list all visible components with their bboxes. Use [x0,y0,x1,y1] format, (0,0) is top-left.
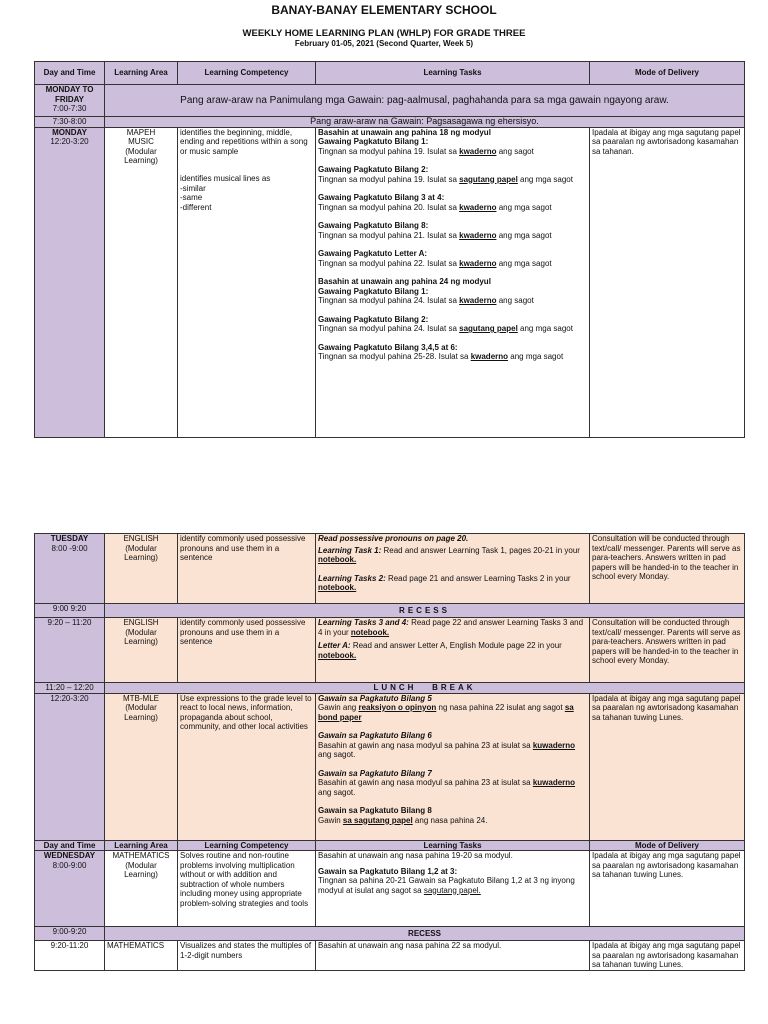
mf-activity-2: Pang araw-araw na Gawain: Pagsasagawa ng ehersisyo. [105,117,745,128]
monday-task-item: Gawaing Pagkatuto Bilang 8: Tingnan sa modyul pahina 21. Isulat sa kwaderno ang mga sagot [318,221,552,240]
wednesday-tasks: Basahin at unawain ang nasa pahina 19-20 sa modyul. Gawain sa Pagkatuto Bilang 1,2 at 3: Tingnan sa pahina 20-21 Gawain sa Pagkatuto Bilang 1,2 at 3 ng inyong modyul at isulat ang sagot sa sagutang papel. [316,851,590,927]
monday-day: MONDAY 12:20-3:20 [35,127,105,437]
monday-task-item: Gawaing Pagkatuto Bilang 3 at 4: Tingnan sa modyul pahina 20. Isulat sa kwaderno ang mga sagot [318,193,552,212]
tuesday-competency-2: identify commonly used possessive pronouns and use them in a sentence [178,618,316,683]
tuesday-delivery-2: Consultation will be conducted through text/call/ messenger. Parents will serve as para-teachers. Answers written in pad papers will be handed-in to the teacher in school every Monday. [590,618,745,683]
tuesday-competency: identify commonly used possessive pronouns and use them in a sentence [178,534,316,604]
mf-activity-1: Pang araw-araw na Panimulang mga Gawain: pag-aalmusal, paghahanda para sa mga gawain ngayong araw. [105,85,745,117]
wednesday-competency-2: Visualizes and states the multiples of 1-2-digit numbers [178,941,316,971]
tuesday-tasks: Read possessive pronouns on page 20. Learning Task 1: Read and answer Learning Task 1, pages 20-21 in your notebook. Learning Tasks 2: Read page 21 and answer Learning Tasks 2 in your notebook. [316,534,590,604]
col-learning-area: Learning Area [105,62,178,85]
wednesday-recess-time: 9:00-9:20 [35,927,105,941]
col2-learning-tasks: Learning Tasks [316,840,590,851]
monday-delivery: Ipadala at ibigay ang mga sagutang papel sa paaralan ng awtorisadong kasamahan sa tahanan. [590,127,745,437]
plan-title: WEEKLY HOME LEARNING PLAN (WHLP) FOR GRADE THREE [242,28,526,39]
monday-task-item: Gawaing Pagkatuto Bilang 3,4,5 at 6: Tingnan sa modyul pahina 25-28. Isulat sa kwaderno ang mga sagot [318,342,564,361]
wednesday-recess: RECESS [105,927,745,941]
tuesday-tasks-2: Learning Tasks 3 and 4: Read page 22 and answer Learning Tasks 3 and 4 in your notebook. Letter A: Read and answer Letter A, English Module page 22 in your notebook. [316,618,590,683]
mf-day: MONDAY TO FRIDAY 7:00-7:30 [35,85,105,117]
tuesday-delivery-3: Ipadala at ibigay ang mga sagutang papel sa paaralan ng awtorisadong kasamahan sa tahanan tuwing Lunes. [590,693,745,840]
monday-competency: identifies the beginning, middle, ending and repetitions within a song or music sample identifies musical lines as -similar -same -different [178,127,316,437]
tuesday-time-3: 12:20-3:20 [35,693,105,840]
tuesday-recess: RECESS [105,604,745,618]
wednesday-tasks-2: Basahin at unawain ang nasa pahina 22 sa modyul. [316,941,590,971]
wednesday-delivery-2: Ipadala at ibigay ang mga sagutang papel sa paaralan ng awtorisadong kasamahan sa tahanan tuwing Lunes. [590,941,745,971]
wednesday-day: WEDNESDAY 8:00-9:00 [35,851,105,927]
lunch-break: LUNCH BREAK [105,683,745,694]
monday-tasks [316,127,590,437]
monday-area: MAPEH MUSIC (Modular Learning) [105,127,178,437]
monday-task-item: Gawaing Pagkatuto Letter A: Tingnan sa modyul pahina 22. Isulat sa kwaderno ang mga sagot [318,249,552,268]
col-day-time: Day and Time [35,62,105,85]
tuesday-delivery: Consultation will be conducted through text/call/ messenger. Parents will serve as para-teachers. Answers written in pad papers will be handed-in to the teacher in school every Monday. [590,534,745,604]
col2-mode-of-delivery: Mode of Delivery [590,840,745,851]
schedule-table-page2 [34,533,745,971]
plan-dates: February 01-05, 2021 (Second Quarter, Week 5) [294,39,474,48]
schedule-table-page1 [34,61,745,438]
lunch-time: 11:20 – 12:20 [35,683,105,694]
tuesday-area: ENGLISH (Modular Learning) [105,534,178,604]
mf-time-2: 7:30-8:00 [35,117,105,128]
monday-task-item: Gawaing Pagkatuto Bilang 2: Tingnan sa modyul pahina 19. Isulat sa sagutang papel ang mga sagot [318,165,573,184]
tuesday-recess-time: 9:00 9:20 [35,604,105,618]
wednesday-time-2: 9:20-11:20 [35,941,105,971]
col-learning-competency: Learning Competency [178,62,316,85]
col-mode-of-delivery: Mode of Delivery [590,62,745,85]
monday-task-item: Basahin at unawain ang pahina 18 ng modyul Gawaing Pagkatuto Bilang 1: Tingnan sa modyul pahina 19. Isulat sa kwaderno ang sagot [318,127,534,156]
tuesday-day: TUESDAY 8:00 -9:00 [35,534,105,604]
tuesday-tasks-3: Gawain sa Pagkatuto Bilang 5 Gawin ang reaksiyon o opinyon ng nasa pahina 22 isulat ang sagot sa bond paper Gawain sa Pagkatuto Bilang 6 Basahin at gawin ang nasa modyul sa pahina 23 at isulat sa kuwaderno ang sagot. Gawain sa Pagkatuto Bilang 7 Basahin at gawin ang nasa modyul sa pahina 23 at isulat sa kuwaderno ang sagot. Gawain sa Pagkatuto Bilang 8 Gawin sa sagutang papel ang nasa pahina 24. [316,693,590,840]
monday-task-item: Gawaing Pagkatuto Bilang 2: Tingnan sa modyul pahina 24. Isulat sa sagutang papel ang mga sagot [318,314,573,333]
col2-learning-area: Learning Area [105,840,178,851]
school-name: BANAY-BANAY ELEMENTARY SCHOOL [271,3,497,17]
tuesday-competency-3: Use expressions to the grade level to react to local news, information, propaganda about school, community, and other local activities [178,693,316,840]
tuesday-time-2: 9:20 – 11:20 [35,618,105,683]
wednesday-area: MATHEMATICS (Modular Learning) [105,851,178,927]
wednesday-area-2: MATHEMATICS [105,941,178,971]
tuesday-area-2: ENGLISH (Modular Learning) [105,618,178,683]
monday-task-item: Basahin at unawain ang pahina 24 ng modyul Gawaing Pagkatuto Bilang 1: Tingnan sa modyul pahina 24. Isulat sa kwaderno ang sagot [318,277,534,305]
wednesday-competency: Solves routine and non-routine problems involving multiplication without or with addition and subtraction of whole numbers including money using appropriate problem-solving strategies and tools [178,851,316,927]
wednesday-delivery: Ipadala at ibigay ang mga sagutang papel sa paaralan ng awtorisadong kasamahan sa tahanan tuwing Lunes. [590,851,745,927]
tuesday-area-3: MTB-MLE (Modular Learning) [105,693,178,840]
col2-learning-competency: Learning Competency [178,840,316,851]
col2-day-time: Day and Time [35,840,105,851]
col-learning-tasks: Learning Tasks [316,62,590,85]
